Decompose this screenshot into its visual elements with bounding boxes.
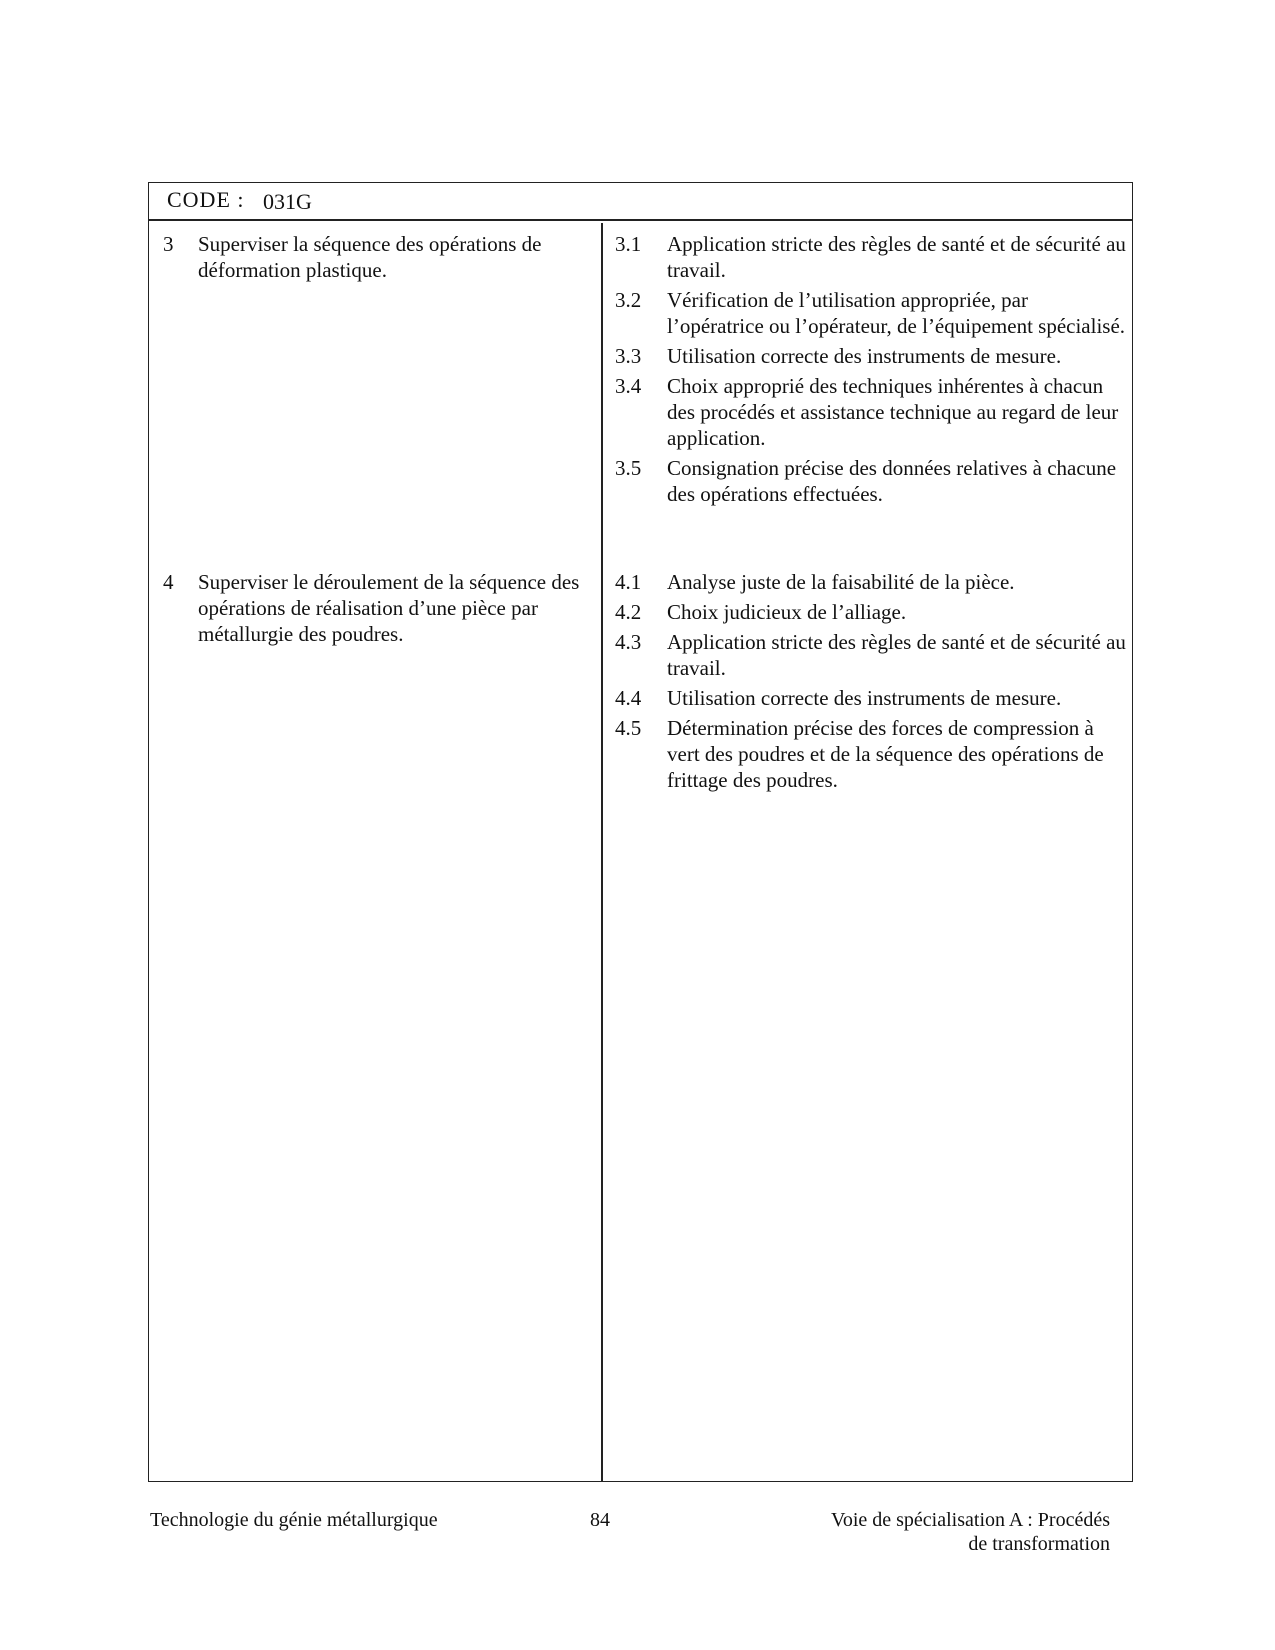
criterion-text: Application stricte des règles de santé et de sécurité au travail. — [667, 232, 1126, 282]
code-header — [149, 183, 1132, 221]
criterion-text: Application stricte des règles de santé et de sécurité au travail. — [667, 630, 1126, 680]
criterion-item — [603, 455, 1131, 507]
task-number: 3 — [163, 232, 174, 256]
competency-table — [148, 182, 1133, 1482]
criterion-number: 4.3 — [615, 630, 642, 654]
criterion-item — [603, 685, 1131, 711]
footer-specialization — [700, 1508, 1110, 1556]
criterion-item — [603, 343, 1131, 369]
criterion-item — [603, 287, 1131, 339]
criterion-item — [603, 599, 1131, 625]
criterion-text: Vérification de l’utilisation appropriée, par l’opératrice ou l’opérateur, de l’équipement spécialisé. — [667, 288, 1126, 338]
footer-page-number: 84 — [590, 1509, 610, 1531]
criterion-text: Consignation précise des données relatives à chacune des opérations effectuées. — [667, 456, 1117, 506]
criterion-item — [603, 629, 1131, 681]
criterion-number: 3.5 — [615, 456, 642, 480]
code-value: 031G — [263, 189, 312, 214]
criterion-text: Choix judicieux de l’alliage. — [667, 600, 907, 624]
criterion-number: 4.2 — [615, 600, 642, 624]
criterion-number: 3.1 — [615, 232, 642, 256]
criterion-text: Détermination précise des forces de compression à vert des poudres et de la séquence des opérations de frittage des poudres. — [667, 716, 1104, 792]
criterion-text: Analyse juste de la faisabilité de la pièce. — [667, 570, 1015, 594]
footer-program-title: Technologie du génie métallurgique — [150, 1509, 438, 1531]
task-number: 4 — [163, 570, 174, 594]
footer-specialization-line1: Voie de spécialisation A : Procédés — [830, 1509, 1110, 1531]
criterion-number: 3.2 — [615, 288, 642, 312]
criterion-number: 4.5 — [615, 716, 642, 740]
criteria-list-4 — [603, 569, 1131, 797]
criterion-item — [603, 569, 1131, 595]
criterion-text: Utilisation correcte des instruments de mesure. — [667, 686, 1062, 710]
footer-specialization-line2: de transformation — [968, 1533, 1110, 1555]
criterion-number: 4.1 — [615, 570, 642, 594]
criterion-item — [603, 231, 1131, 283]
task-text: Superviser le déroulement de la séquence des opérations de réalisation d’une pièce par métallurgie des poudres. — [198, 570, 580, 646]
criterion-item — [603, 715, 1131, 793]
criterion-text: Choix approprié des techniques inhérentes à chacun des procédés et assistance technique au regard de leur application. — [667, 374, 1119, 450]
criterion-item — [603, 373, 1131, 451]
criterion-text: Utilisation correcte des instruments de mesure. — [667, 344, 1062, 368]
criteria-list-3 — [603, 231, 1131, 511]
task-text: Superviser la séquence des opérations de déformation plastique. — [198, 232, 542, 282]
criterion-number: 3.4 — [615, 374, 642, 398]
code-label: CODE : — [167, 187, 245, 212]
criterion-number: 3.3 — [615, 344, 642, 368]
criterion-number: 4.4 — [615, 686, 642, 710]
